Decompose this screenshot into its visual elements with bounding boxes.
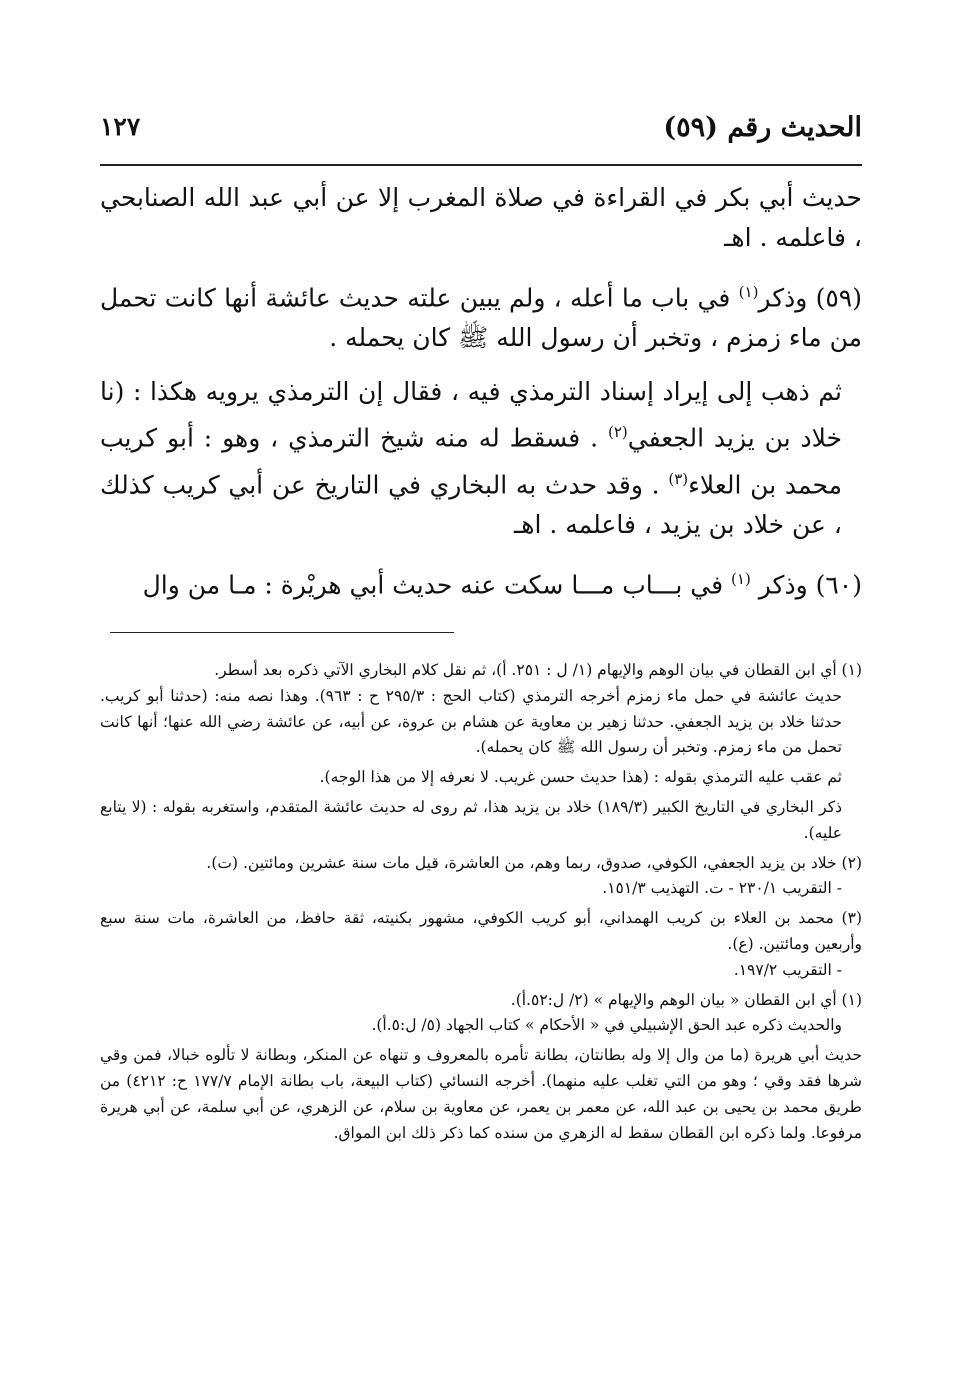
footnote-1-bukhari: ذكر البخاري في التاريخ الكبير (١٨٩/٣) خلاد بن يزيد هذا، ثم روى له حديث عائشة المتقدم، واستغربه بقوله : (لا يتابع عليه). xyxy=(100,797,843,842)
footnote-ref: (١) xyxy=(738,283,759,301)
running-title: الحديث رقم (٥٩) xyxy=(663,112,862,143)
isnad-text-end: . وقد حدث به البخاري في التاريخ عن أبي كريب كذلك ، عن خلاد بن يزيد ، فاعلمه . اهـ xyxy=(100,469,842,539)
hadith-59-text-cont: في باب ما أعله ، ولم يبين علته حديث عائشة أنها كانت تحمل من ماء زمزم ، وتخبر أن رسول الله ﷺ كان يحمله . xyxy=(100,283,862,353)
footnote-2-refs: - التقريب ٢٣٠/١ - ت. التهذيب ١٥١/٣. xyxy=(602,879,842,898)
isnad-text-cont: . فسقط له منه شيخ الترمذي ، وهو : أبو كريب محمد بن العلاء xyxy=(100,423,842,499)
paragraph-4 xyxy=(100,559,862,605)
footnote-3-refs: - التقريب ١٩٧/٢. xyxy=(733,960,842,979)
hadith-60-text: (٦٠) وذكر xyxy=(750,570,862,600)
footnote-ref: (١) xyxy=(731,569,751,588)
hadith-60-text-cont: في بـــاب مـــا سكت عنه حديث أبي هريْرة : مـا من وال xyxy=(142,570,732,600)
footnote-1-comment: ثم عقب عليه الترمذي بقوله : (هذا حديث حسن غريب. لا نعرفه إلا من هذا الوجه). xyxy=(319,768,842,787)
footnote-4-body: حديث أبي هريرة (ما من وال إلا وله بطانتان، بطانة تأمره بالمعروف و تنهاه عن المنكر، وبطانة لا تألوه خبالا، فمن وقي شرها فقد وقي ؛ وهو من التي تغلب عليه منهما). أخرجه النسائي (كتاب البيعة، باب بطانة الإمام ١٧٧/٧ ح: ٤٢١٢) من طريق محمد بن يحيى بن عبد الله، عن معمر بن يعمر، عن معاوية بن سلام، عن الزهري، عن أبي سلمة، عن أبي هريرة مرفوعا. ولما ذكره ابن القطان سقط له الزهري من سنده كما ذكر ذلك ابن المواق. xyxy=(100,1046,862,1142)
footnote-4-source: والحديث ذكره عبد الحق الإشبيلي في « الأحكام » كتاب الجهاد (٥/ ل:٥.أ). xyxy=(371,1016,842,1035)
footnote-ref: (٣) xyxy=(668,469,689,488)
footnote-2: (٢) خلاد بن يزيد الجعفي، الكوفي، صدوق، ربما وهم، من العاشرة، قيل مات سنة عشرين ومائتين. (ت). xyxy=(206,853,862,872)
paragraph-1: حديث أبي بكر في القراءة في صلاة المغرب إلا عن أبي عبد الله الصنابحي ، فاعلمه . اهـ xyxy=(100,183,862,252)
page-header xyxy=(100,112,862,158)
footnote-1-body: حديث عائشة في حمل ماء زمزم أخرجه الترمذي (كتاب الحج : ٢٩٥/٣ ح : ٩٦٣). وهذا نصه منه: (حدثنا أبو كريب. حدثنا خلاد بن يزيد الجعفي. حدثنا زهير بن معاوية عن هشام بن عروة، عن أبيه، عن عائشة رضي الله عنها؛ أنها كانت تحمل من ماء زمزم. وتخبر أن رسول الله ﷺ كان يحمله). xyxy=(100,686,842,757)
footnote-ref: (٢) xyxy=(607,423,628,442)
footnote-1: (١) أي ابن القطان في بيان الوهم والإيهام (١/ ل : ٢٥١. أ)، ثم نقل كلام البخاري الآتي ذكره بعد أسطر. xyxy=(214,661,862,679)
footnote-separator xyxy=(110,632,454,633)
isnad-text: ثم ذهب إلى إيراد إسناد الترمذي فيه ، فقال إن الترمذي يرويه هكذا : (نا خلاد بن يزيد الجعفي xyxy=(100,377,842,453)
page-number: ١٢٧ xyxy=(100,112,141,141)
paragraph-2 xyxy=(100,272,862,358)
main-text xyxy=(100,178,862,619)
header-rule xyxy=(100,164,862,166)
hadith-59-text: (٥٩) وذكر xyxy=(758,283,862,313)
footnotes xyxy=(100,658,862,1146)
paragraph-3 xyxy=(100,372,862,545)
footnote-3: (٣) محمد بن العلاء بن كريب الهمداني، أبو كريب الكوفي، مشهور بكنيته، ثقة حافظ، من العاشرة، مات سنة سبع وأربعين ومائتين. (ع). xyxy=(100,909,862,953)
footnote-4: (١) أي ابن القطان « بيان الوهم والإيهام » (٢/ ل:٥٢.أ). xyxy=(510,990,862,1009)
